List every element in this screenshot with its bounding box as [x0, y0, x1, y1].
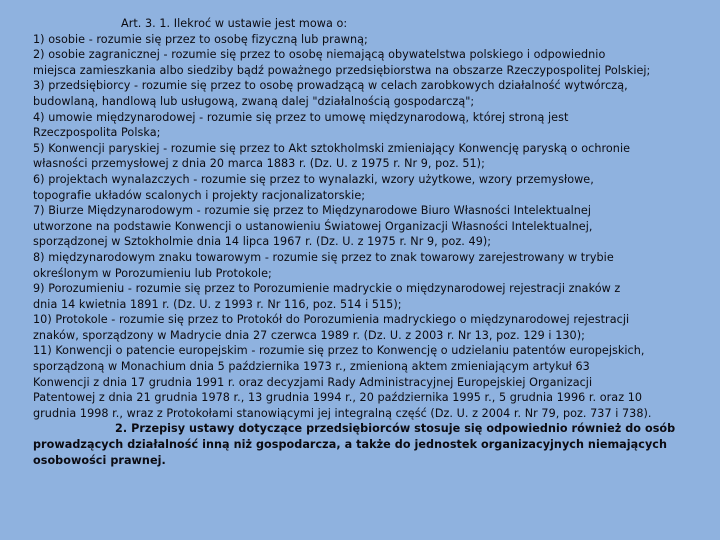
definition-item-3: 3) przedsiębiorcy - rozumie się przez to osobę prowadzącą w celach zarobkowych działalność wytwórczą, — [33, 79, 628, 93]
article-heading: Art. 3. 1. Ilekroć w ustawie jest mowa o: — [121, 17, 348, 30]
definition-item-11-cont: Konwencji z dnia 17 grudnia 1991 r. oraz decyzjami Rady Administracyjnej Europejskiej Organizacji — [33, 375, 593, 389]
paragraph-2-cont: prowadzących działalność inną niż gospodarcza, a także do jednostek organizacyjnych niemających — [33, 438, 667, 452]
definition-item-9: 9) Porozumieniu - rozumie się przez to Porozumienie madryckie o międzynarodowej rejestracji znaków z — [33, 282, 621, 296]
paragraph-2: 2. Przepisy ustawy dotyczące przedsiębiorców stosuje się odpowiednio również do osób — [115, 422, 676, 436]
definition-item-2-cont: miejsca zamieszkania albo siedziby bądź poważnego przedsiębiorstwa na obszarze Rzeczypospolitej Polskiej; — [33, 63, 651, 77]
definition-item-9-cont: dnia 14 kwietnia 1891 r. (Dz. U. z 1993 r. Nr 116, poz. 514 i 515); — [33, 297, 402, 311]
definition-item-5: 5) Konwencji paryskiej - rozumie się przez to Akt sztokholmski zmieniający Konwencję paryską o ochronie — [33, 141, 631, 155]
definition-item-6: 6) projektach wynalazczych - rozumie się przez to wynalazki, wzory użytkowe, wzory przemysłowe, — [33, 172, 594, 186]
definition-item-3-cont: budowlaną, handlową lub usługową, zwaną dalej "działalnością gospodarczą"; — [33, 94, 475, 108]
definition-item-7: 7) Biurze Międzynarodowym - rozumie się przez to Międzynarodowe Biuro Własności Intelektualnej — [33, 204, 592, 218]
definition-item-4-cont: Rzeczpospolita Polska; — [33, 126, 161, 140]
definition-item-10: 10) Protokole - rozumie się przez to Protokół do Porozumienia madryckiego o międzynarodowej rejestracji — [33, 313, 630, 327]
definition-item-8: 8) międzynarodowym znaku towarowym - rozumie się przez to znak towarowy zarejestrowany w trybie — [33, 250, 614, 264]
paragraph-2-cont: osobowości prawnej. — [33, 453, 166, 467]
definition-item-4: 4) umowie międzynarodowej - rozumie się przez to umowę międzynarodową, której stroną jest — [33, 110, 569, 124]
definition-item-6-cont: topografie układów scalonych i projekty racjonalizatorskie; — [33, 188, 366, 202]
definition-item-10-cont: znaków, sporządzony w Madrycie dnia 27 czerwca 1989 r. (Dz. U. z 2003 r. Nr 13, poz. 129 i 130); — [33, 328, 585, 342]
definition-item-8-cont: określonym w Porozumieniu lub Protokole; — [33, 266, 272, 280]
document-text — [33, 16, 698, 468]
definition-item-11-cont: grudnia 1998 r., wraz z Protokołami stanowiącymi jej integralną część (Dz. U. z 2004 r. Nr 79, poz. 737 i 738). — [33, 406, 652, 420]
definition-item-11-cont: Patentowej z dnia 21 grudnia 1978 r., 13 grudnia 1994 r., 20 października 1995 r., 5 grudnia 1996 r. oraz 10 — [33, 391, 643, 405]
definition-item-7-cont: utworzone na podstawie Konwencji o ustanowieniu Światowej Organizacji Własności Intelektualnej, — [33, 219, 593, 233]
definition-item-5-cont: własności przemysłowej z dnia 20 marca 1883 r. (Dz. U. z 1975 r. Nr 9, poz. 51); — [33, 157, 485, 171]
definition-item-11: 11) Konwencji o patencie europejskim - rozumie się przez to Konwencję o udzielaniu patentów europejskich, — [33, 344, 645, 358]
definition-item-7-cont: sporządzonej w Sztokholmie dnia 14 lipca 1967 r. (Dz. U. z 1975 r. Nr 9, poz. 49); — [33, 235, 492, 249]
definition-item-2: 2) osobie zagranicznej - rozumie się przez to osobę niemającą obywatelstwa polskiego i odpowiednio — [33, 48, 606, 62]
definition-item-1: 1) osobie - rozumie się przez to osobę fizyczną lub prawną; — [33, 32, 368, 46]
definition-item-11-cont: sporządzoną w Monachium dnia 5 października 1973 r., zmienioną aktem zmieniającym artykuł 63 — [33, 360, 590, 374]
